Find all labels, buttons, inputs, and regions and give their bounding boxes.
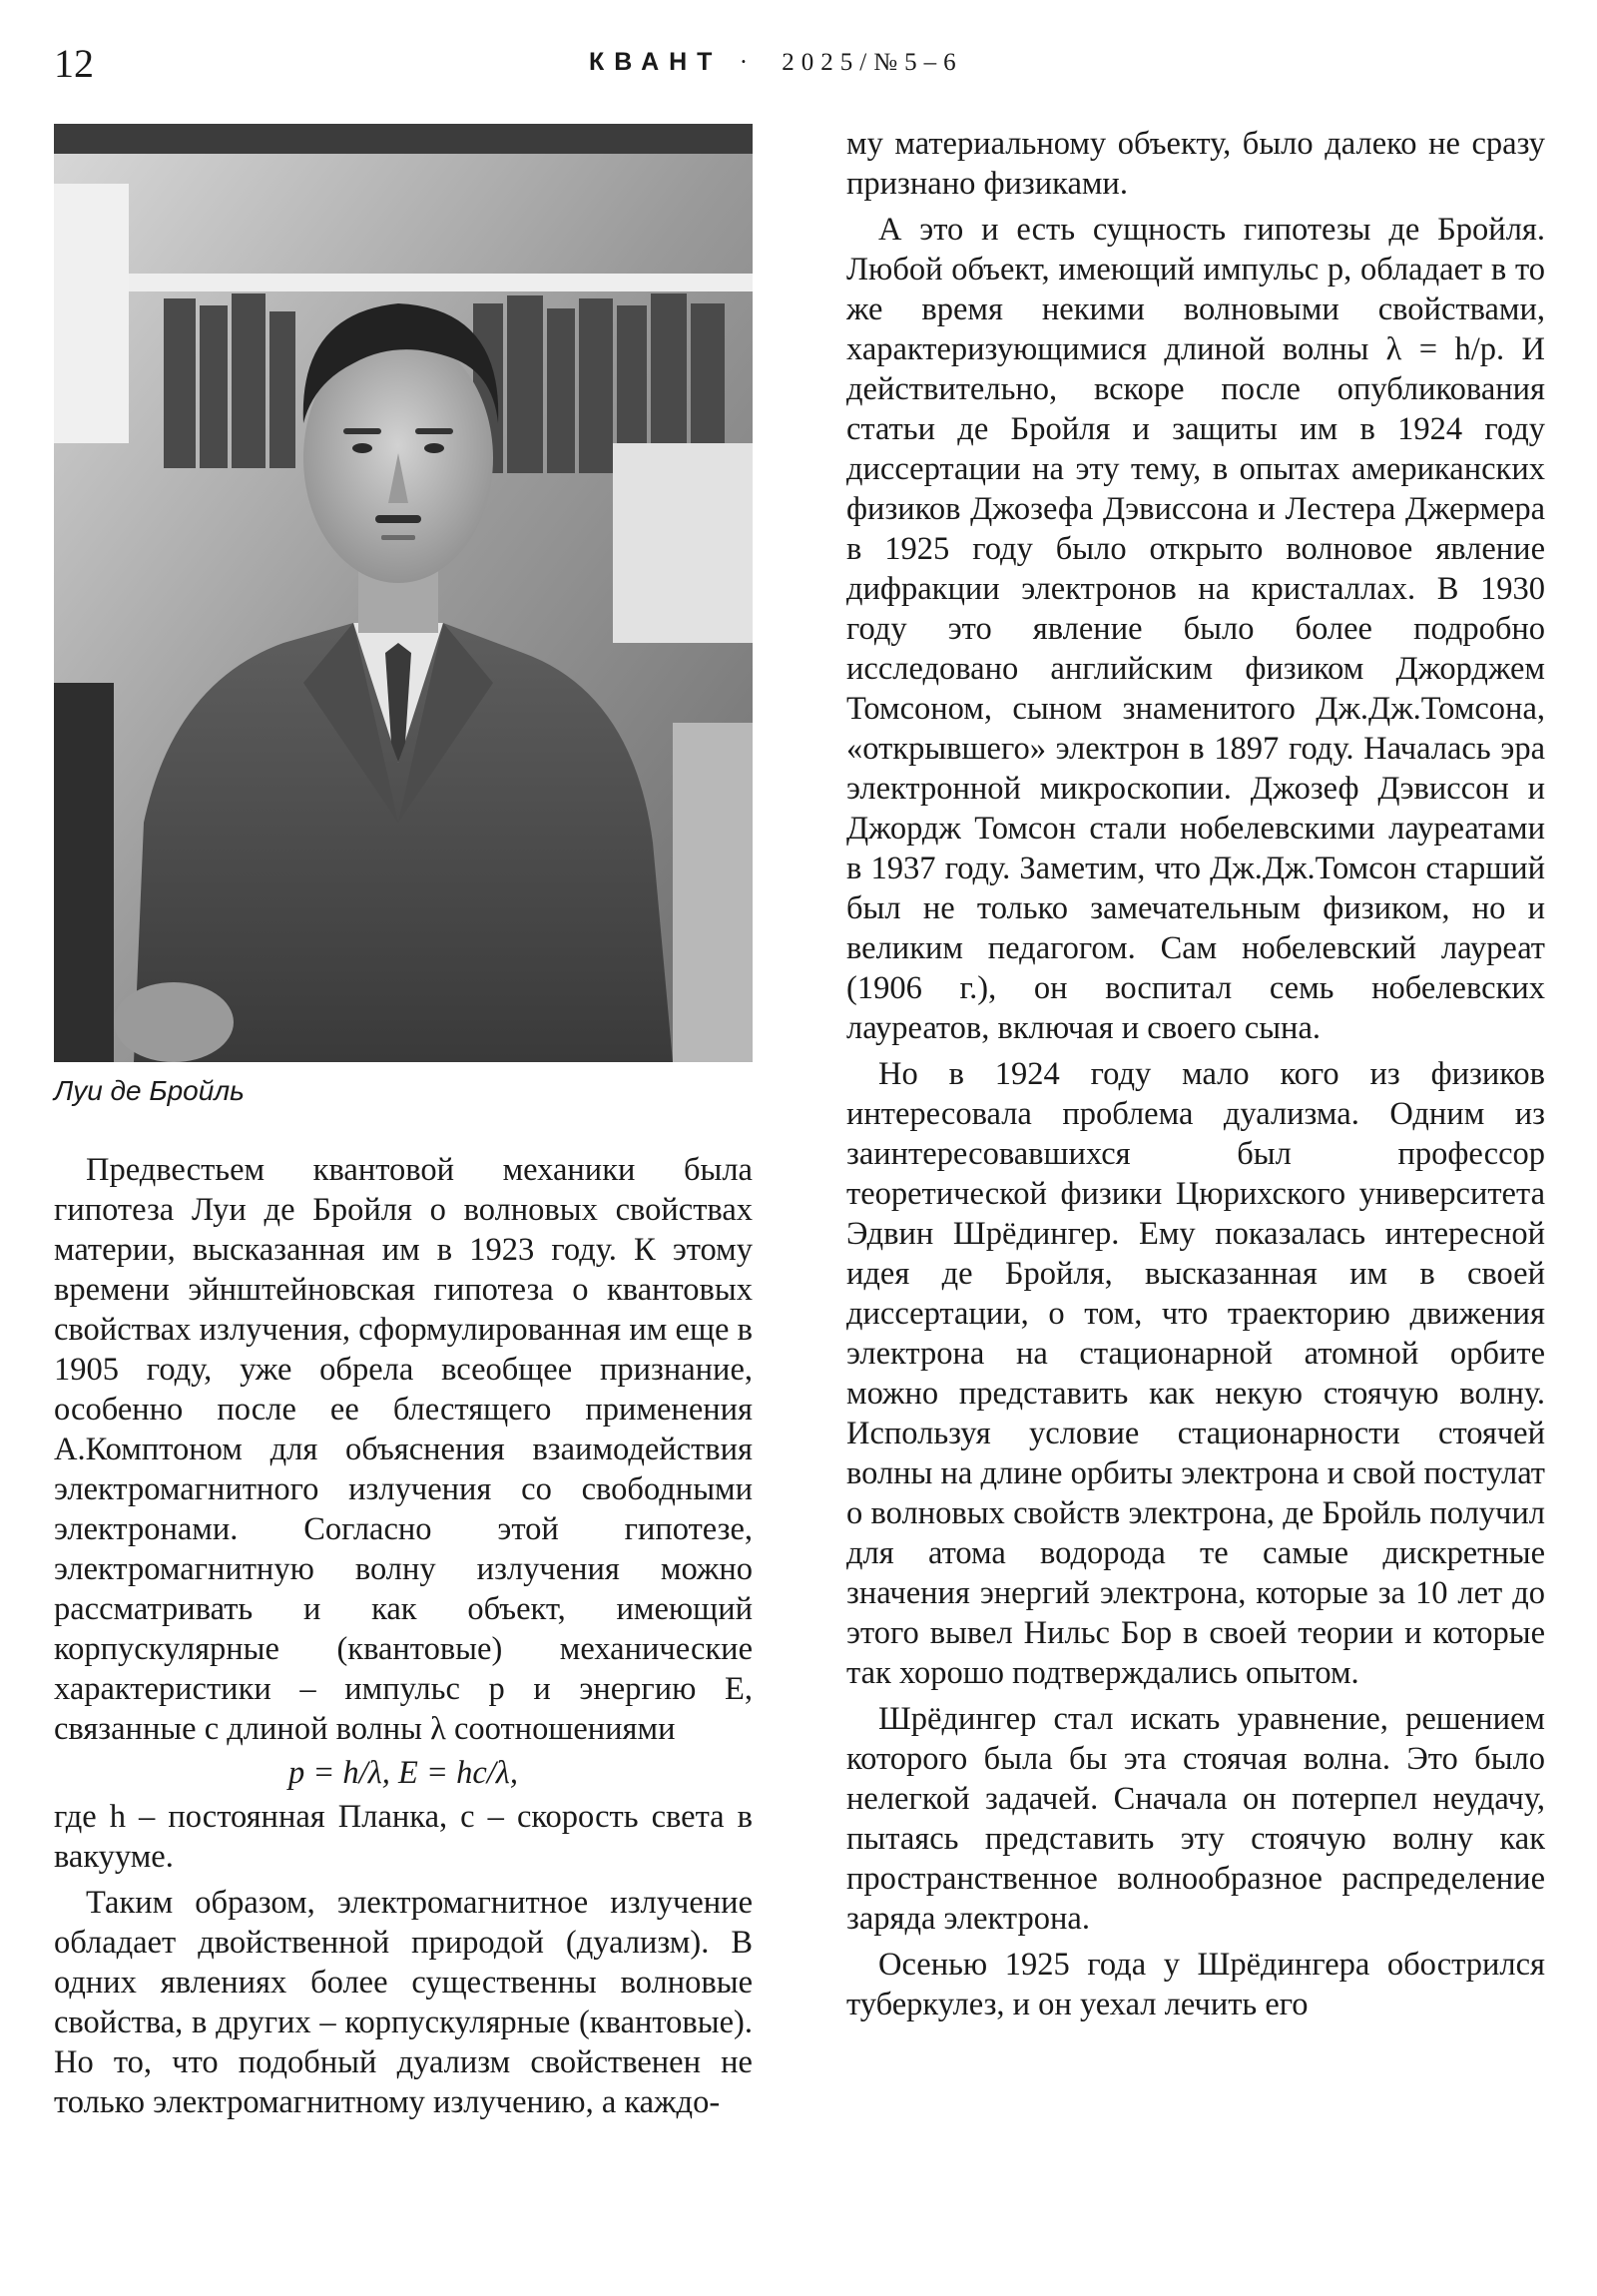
- page-number: 12: [54, 41, 94, 86]
- formula-momentum-energy: p = h/λ, E = hc/λ,: [288, 1755, 518, 1791]
- paragraph-prediction: Предвестьем квантовой механики была гипотеза Луи де Бройля о волновых свойствах материи, высказанная им в 1923 году. К этому времени эйнштейновская гипотеза о квантовых свойствах излучения, сформулированная им еще в 1905 году, уже обрела всеобщее признание, особенно после ее блестящего применения А.Комптоном для объяснения взаимодействия электромагнитного излучения со свободными электронами. Согласно этой гипотезе, электромагнитную волну излучения можно рассматривать и как объект, имеющий корпускулярные (квантовые) механические характеристики – импульс p и энергию E, связанные с длиной волны λ соотношениями: [54, 1152, 753, 1747]
- paragraph-continuation: му материальному объекту, было далеко не сразу признано физиками.: [846, 126, 1545, 202]
- issue-number: 2025/№5–6: [782, 49, 963, 76]
- paragraph-tuberculosis: Осенью 1925 года у Шрёдингера обострился туберкулез, и он уехал лечить его: [846, 1947, 1545, 2022]
- left-text: [54, 1150, 753, 2122]
- running-head: [589, 50, 963, 75]
- photo-caption: Луи де Бройль: [54, 1075, 245, 1106]
- left-column: [54, 124, 753, 2122]
- header-separator: ·: [739, 49, 756, 76]
- paragraph-de-broglie-hypothesis: А это и есть сущность гипотезы де Бройля. Любой объект, имеющий импульс p, обладает в то же время некими волновыми свойствами, характеризующимися длиной волны λ = h/p. И действительно, вскоре после опубликования статьи де Бройля и защиты им в 1924 году диссертации на эту тему, в опытах американских физиков Джозефа Дэвиссона и Лестера Джермера в 1925 году было открыто волновое явление дифракции электронов на кристаллах. В 1930 году это явление было более подробно исследовано английским физиком Джорджем Томсоном, сыном знаменитого Дж.Дж.Томсона, «открывшего» электрон в 1897 году. Началась эра электронной микроскопии. Джозеф Дэвиссон и Джордж Томсон стали нобелевскими лауреатами в 1937 году. Заметим, что Дж.Дж.Томсон старший был не только замечательным физиком, но и великим педагогом. Сам нобелевский лауреат (1906 г.), он воспитал семь нобелевских лауреатов, включая и своего сына.: [846, 212, 1545, 1046]
- magazine-title: КВАНТ: [589, 48, 723, 76]
- portrait-photo: [54, 124, 753, 1062]
- paragraph-standing-wave: Шрёдингер стал искать уравнение, решением которого была бы эта стоячая волна. Это было нелегкой задачей. Сначала он потерпел неудачу, пытаясь представить эту стоячую волну как пространственное волнообразное распределение заряда электрона.: [846, 1701, 1545, 1937]
- paragraph-planck-definition: где h – постоянная Планка, c – скорость света в вакууме.: [54, 1799, 753, 1875]
- paragraph-schrodinger-interest: Но в 1924 году мало кого из физиков интересовала проблема дуализма. Одним из заинтересовавшихся был профессор теоретической физики Цюрихского университета Эдвин Шрёдингер. Ему показалась интересной идея де Бройля, высказанная им в своей диссертации, о том, что траекторию движения электрона на стационарной атомной орбите можно представить как некую стоячую волну. Используя условие стационарности стоячей волны на длине орбиты электрона и свой постулат о волновых свойств электрона, де Бройль получил для атома водорода те самые дискретные значения энергий электрона, которые за 10 лет до этого вывел Нильс Бор в своей теории и которые так хорошо подтверждались опытом.: [846, 1056, 1545, 1691]
- right-column: [846, 124, 1545, 2024]
- paragraph-dualism: Таким образом, электромагнитное излучение обладает двойственной природой (дуализм). В одних явлениях более существенны волновые свойства, в других – корпускулярные (квантовые). Но то, что подобный дуализм свойственен не только электромагнитному излучению, а каждо-: [54, 1885, 753, 2120]
